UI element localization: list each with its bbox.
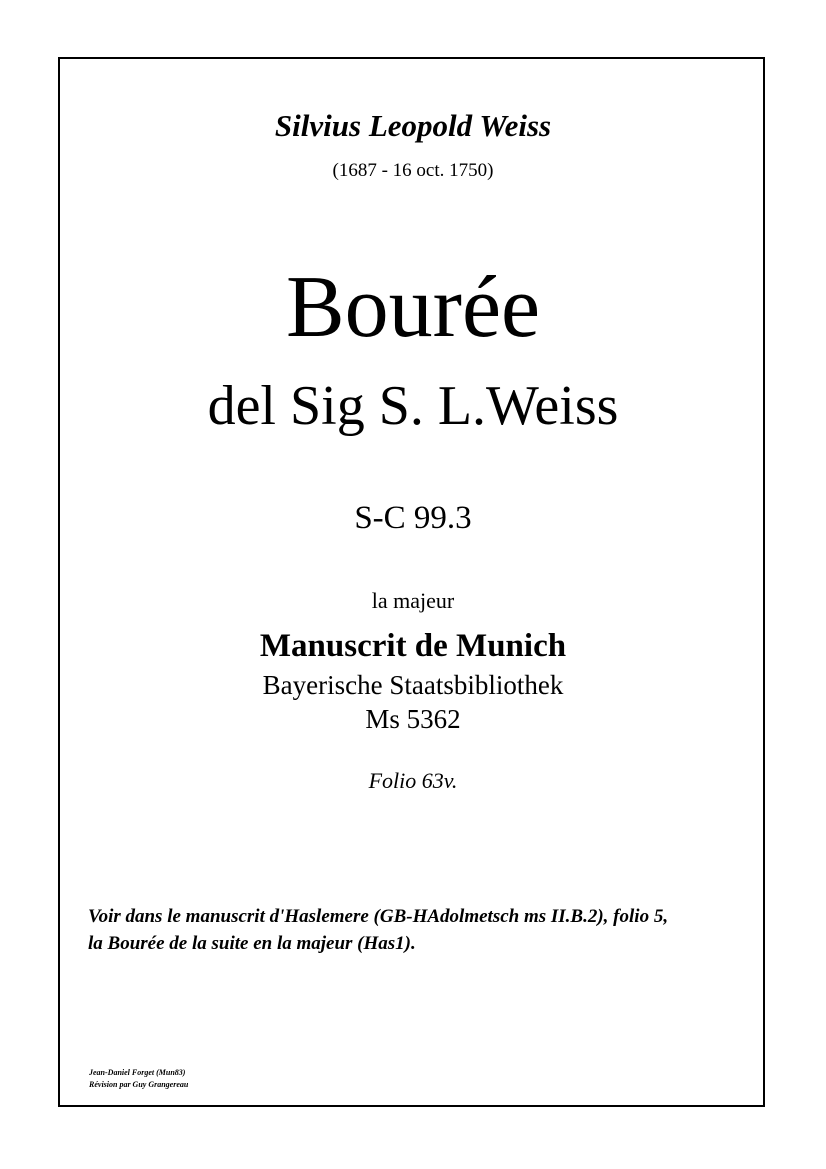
piece-subtitle: del Sig S. L.Weiss xyxy=(207,375,619,437)
credits xyxy=(89,1067,188,1091)
folio-reference: Folio 63v. xyxy=(368,768,458,793)
revision-credit: Révision par Guy Grangereau xyxy=(89,1080,189,1089)
editor-credit: Jean-Daniel Forget (Mun83) xyxy=(89,1068,186,1077)
key-signature: la majeur xyxy=(371,588,455,613)
composer-name: Silvius Leopold Weiss xyxy=(274,108,552,143)
note-line-1: Voir dans le manuscrit d'Haslemere (GB-HAdolmetsch ms II.B.2), folio 5, xyxy=(88,906,669,927)
note-line-2: la Bourée de la suite en la majeur (Has1). xyxy=(88,933,416,954)
manuscript-name: Manuscrit de Munich xyxy=(259,628,567,664)
catalog-number: S-C 99.3 xyxy=(354,500,472,536)
piece-title: Bourée xyxy=(285,259,541,356)
library-name: Bayerische Staatsbibliothek xyxy=(262,670,564,700)
composer-dates: (1687 - 16 oct. 1750) xyxy=(332,160,494,181)
manuscript-number: Ms 5362 xyxy=(365,704,461,734)
cross-reference-note xyxy=(88,903,748,957)
